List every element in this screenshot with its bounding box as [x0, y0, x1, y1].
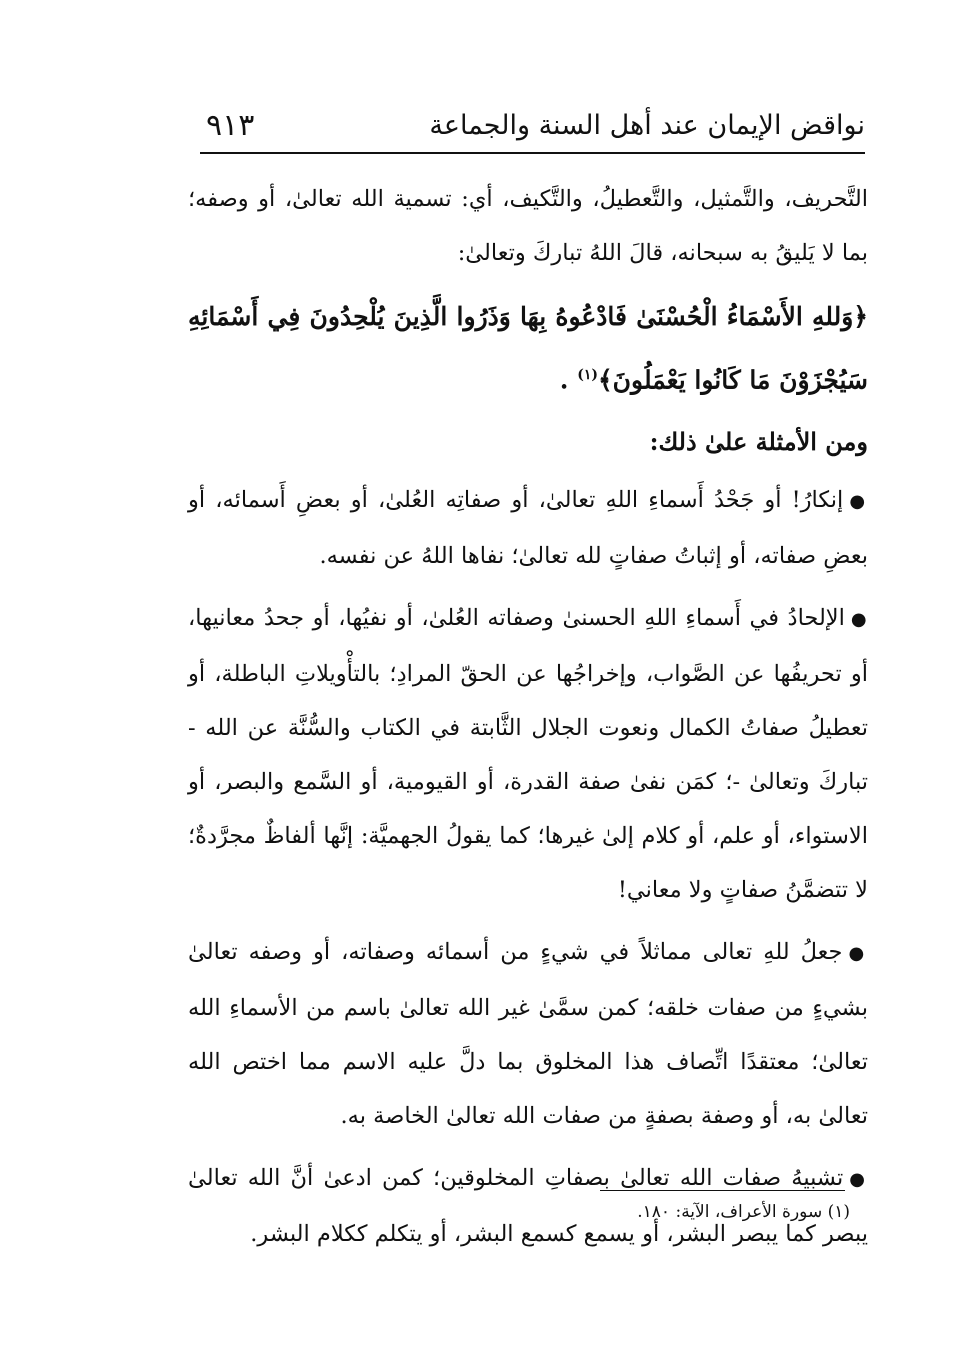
- page-number: ٩١٣: [206, 108, 255, 143]
- bullet-icon: ●: [849, 1169, 868, 1191]
- intro-paragraph: التَّحريف، والتَّمثيل، والتَّعطيلُ، والتَّكيف، أي: تسمية الله تعالىٰ، أو وصفه؛ بما لا يَليقُ به سبحانه، قالَ اللهُ تباركَ وتعالىٰ:: [188, 186, 868, 266]
- bullet-item: [188, 591, 868, 917]
- bullet-text: تشبيهُ صفات الله تعالىٰ بصفاتِ المخلوقين؛ كمن ادعىٰ أنَّ الله تعالىٰ يبصر كما يبصر البشر، أو يسمع كسمع البشر، أو يتكلم ككلام البشر.: [188, 1165, 868, 1248]
- examples-heading: ومن الأمثلة علىٰ ذلك:: [649, 427, 868, 457]
- bullet-icon: ●: [848, 943, 868, 965]
- bullet-text: جعلُ للهِ تعالى مماثلاً في شيءٍ من أسمائه وصفاته، أو وصفه تعالىٰ بشيءٍ من صفات خلقه؛ كمن سمَّىٰ غير الله تعالىٰ باسم من الأسماءِ الله تعالىٰ؛ معتقدًا اتِّصاف هذا المخلوق بما دلَّ عليه الاسم مما اختص الله تعالىٰ به، أو وصفة بصفةٍ من صفات الله تعالىٰ الخاصة به.: [188, 939, 868, 1130]
- bullet-icon: ●: [849, 491, 868, 513]
- bullet-item: [188, 925, 868, 1143]
- header-divider: [200, 152, 865, 154]
- body-text: [188, 172, 868, 1269]
- running-title: نواقض الإيمان عند أهل السنة والجماعة: [429, 110, 865, 141]
- footnote-divider: [600, 1190, 845, 1191]
- footnote-reference: (١): [577, 367, 599, 383]
- verse-end: .: [559, 365, 569, 395]
- bullet-text: إنكارُ! أو جَحْدُ أَسماءِ اللهِ تعالىٰ، أو صفاتِه العُلىٰ، أو بعضِ أَسمائه، أو بعضِ صفاته، أو إثباتُ صفاتٍ لله تعالىٰ؛ نفاها اللهُ عن نفسه.: [188, 487, 868, 570]
- footnote: (١) سورة الأعراف، الآية: ١٨٠.: [637, 1202, 850, 1222]
- bullet-icon: ●: [850, 609, 868, 631]
- bullet-text: الإلحادُ في أَسماءِ اللهِ الحسنىٰ وصفاته العُلىٰ، أو نفيُها، أو جحدُ معانيها، أو تحريفُها عن الصَّواب، وإخراجُها عن الحقّ المرادِ؛ بالتأْويلاتِ الباطلة، أو تعطيلُ صفاتُ الكمال ونعوت الجلال الثَّابتة في الكتاب والسُّنَّة عن الله - تباركَ وتعالىٰ -؛ كمَن نفىٰ صفة القدرة، أو القيومية، أو السَّمع والبصر، أو الاستواء، أو علم، أو كلام إلىٰ غيرها؛ كما يقولُ الجهميَّة: إنَّها ألفاظٌ مجرَّدةٌ؛ لا تتضمَّنُ صفاتٍ ولا معاني!: [188, 605, 868, 904]
- quran-verse: [188, 288, 868, 409]
- verse-text: ﴿وَللهِ الأَسْمَاءُ الْحُسْنَىٰ فَادْعُوهُ بِهَا وَذَرُوا الَّذِينَ يُلْحِدُونَ فِي أَسْمَائِهِ سَيُجْزَوْنَ مَا كَانُوا يَعْمَلُونَ﴾: [188, 302, 868, 395]
- page-header: [200, 108, 865, 152]
- bullet-item: [188, 473, 868, 583]
